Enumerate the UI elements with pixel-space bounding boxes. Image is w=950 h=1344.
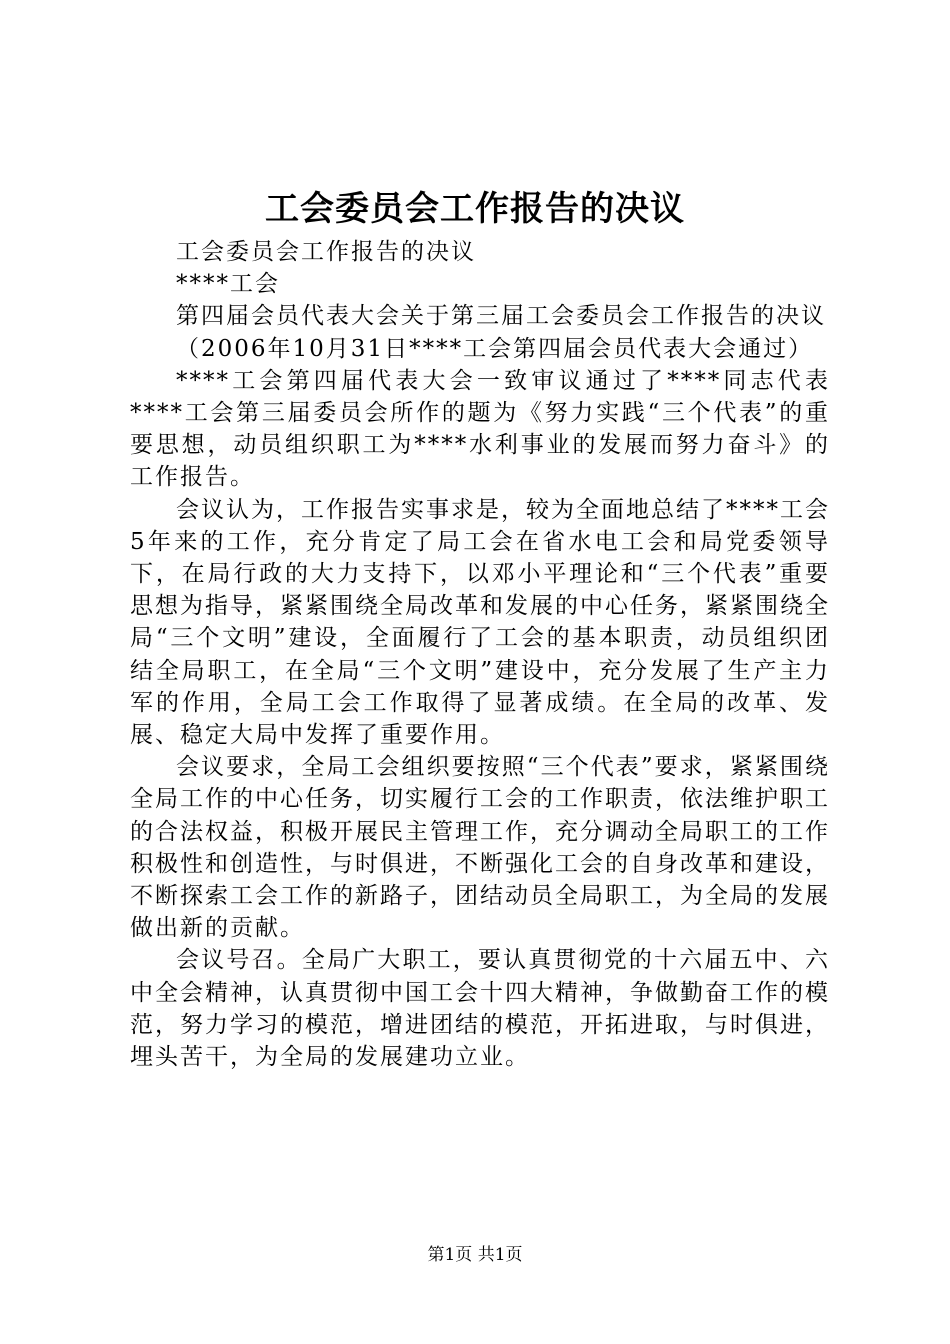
paragraph-meeting-call: 会议号召。全局广大职工，要认真贯彻党的十六届五中、六中全会精神，认真贯彻中国工会十四大精神，争做勤奋工作的模范，努力学习的模范，增进团结的模范，开拓进取，与时俱进，埋头苦干，为全局的发展建功立业。 [130, 947, 830, 1071]
document-body [130, 236, 830, 1073]
document-title: 工会委员会工作报告的决议 [265, 189, 685, 229]
paragraph-meeting-assessment: 会议认为，工作报告实事求是，较为全面地总结了****工会5年来的工作，充分肯定了局工会在省水电工会和局党委领导下，在局行政的大力支持下，以邓小平理论和“三个代表”重要思想为指导，紧紧围绕全局改革和发展的中心任务，紧紧围绕全局“三个文明”建设，全面履行了工会的基本职责，动员组织团结全局职工，在全局“三个文明”建设中，充分发展了生产主力军的作用，全局工会工作取得了显著成绩。在全局的改革、发展、稳定大局中发挥了重要作用。 [130, 496, 830, 749]
paragraph-resolution-heading: 第四届会员代表大会关于第三届工会委员会工作报告的决议 [176, 303, 826, 330]
paragraph-review: ****工会第四届代表大会一致审议通过了****同志代表****工会第三届委员会所作的题为《努力实践“三个代表”的重要思想，动员组织职工为****水利事业的发展而努力奋斗》的工作报告。 [130, 367, 830, 491]
paragraph-subtitle: 工会委员会工作报告的决议 [176, 239, 476, 265]
paragraph-organization: ****工会 [176, 271, 280, 298]
page-number-footer: 第1页 共1页 [427, 1245, 523, 1265]
paragraph-meeting-requirements: 会议要求，全局工会组织要按照“三个代表”要求，紧紧围绕全局工作的中心任务，切实履行工会的工作职责，依法维护职工的合法权益，积极开展民主管理工作，充分调动全局职工的工作积极性和创造性，与时俱进，不断强化工会的自身改革和建设，不断探索工会工作的新路子，团结动员全局职工，为全局的发展做出新的贡献。 [130, 754, 830, 942]
paragraph-adoption-date: （2006年10月31日****工会第四届会员代表大会通过） [176, 335, 814, 362]
